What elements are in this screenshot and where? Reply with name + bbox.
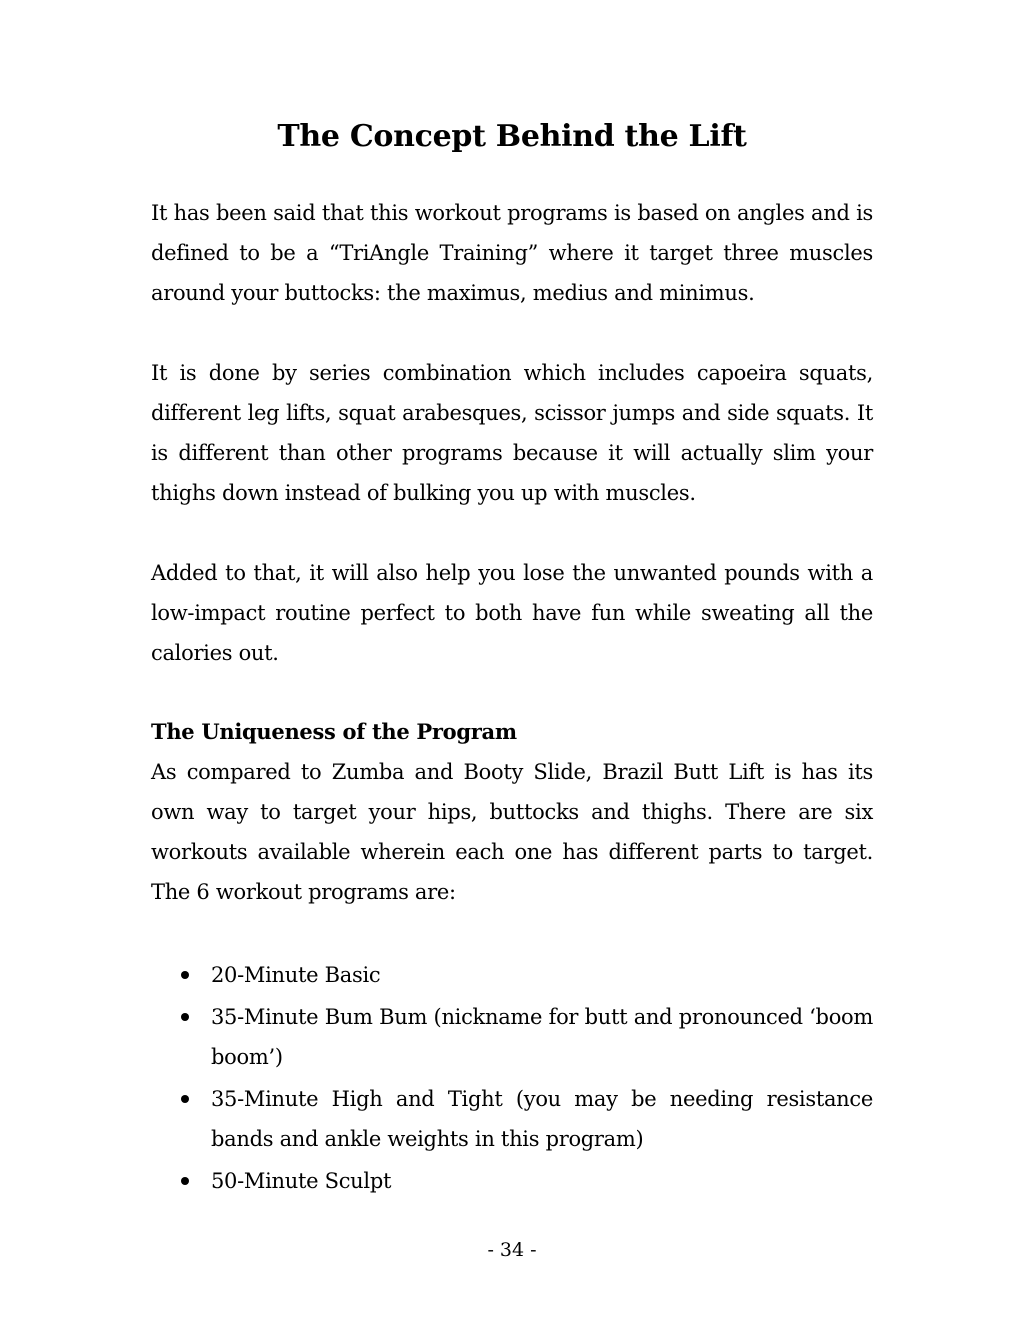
paragraph-triangle-training: It has been said that this workout programs is based on angles and is defined to be a “TriAngle Training” where it target three muscles around your buttocks: the maximus, medius and minimus. [151, 201, 873, 305]
paragraph-series-combination: It is done by series combination which includes capoeira squats, different leg lifts, squat arabesques, scissor jumps and side squats. It is different than other programs because it will actually slim your thighs down instead of bulking you up with muscles. [151, 361, 873, 505]
list-item-text: 20-Minute Basic [211, 963, 381, 987]
list-item [151, 955, 873, 995]
section-text: As compared to Zumba and Booty Slide, Brazil Butt Lift is has its own way to target your hips, buttocks and thighs. There are six workouts available wherein each one has different parts to target. The 6 workout programs are: [151, 760, 873, 904]
list-item [151, 1161, 873, 1201]
bullet-icon [181, 1177, 189, 1185]
paragraph-low-impact: Added to that, it will also help you lose the unwanted pounds with a low-impact routine perfect to both have fun while sweating all the calories out. [151, 561, 873, 665]
list-item-text: 35-Minute High and Tight (you may be needing resistance bands and ankle weights in this program) [211, 1087, 873, 1151]
bullet-icon [181, 1013, 189, 1021]
list-item [151, 997, 873, 1077]
bullet-icon [181, 1095, 189, 1103]
list-item-text: 50-Minute Sculpt [211, 1169, 392, 1193]
page-title: The Concept Behind the Lift [277, 119, 747, 154]
list-item [151, 1079, 873, 1159]
workout-list [151, 955, 873, 1203]
list-item-text: 35-Minute Bum Bum (nickname for butt and pronounced ‘boom boom’) [211, 1005, 873, 1069]
bullet-icon [181, 971, 189, 979]
section-heading: The Uniqueness of the Program [151, 719, 517, 744]
page-number: - 34 - [487, 1239, 537, 1261]
